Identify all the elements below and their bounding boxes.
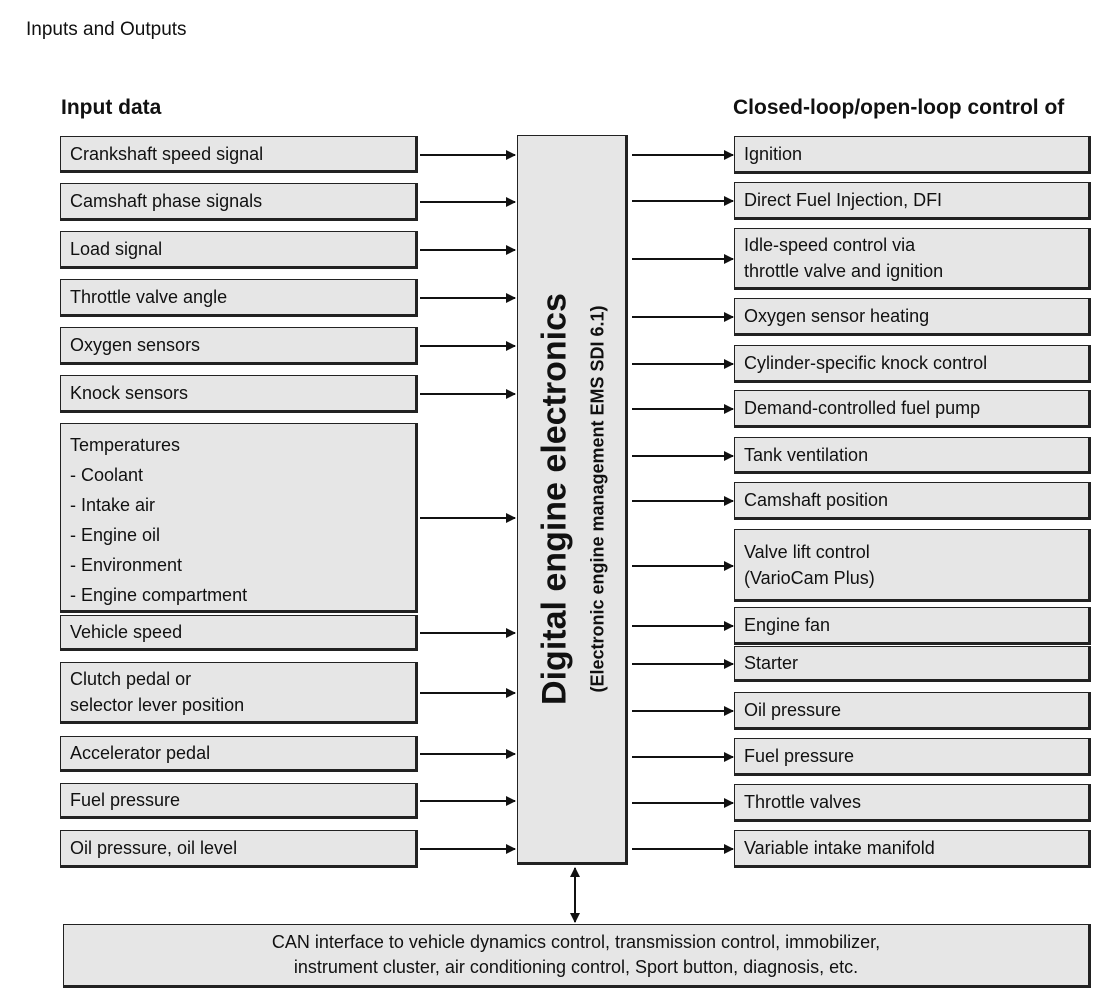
output-box-line: Engine fan: [744, 615, 831, 635]
output-box-line: Direct Fuel Injection, DFI: [744, 190, 943, 210]
output-box-line: Starter: [744, 653, 799, 673]
input-box-line: - Intake air: [70, 495, 156, 515]
input-box: [60, 136, 418, 173]
input-box-line: - Engine oil: [70, 525, 161, 545]
output-box-line: Valve lift control: [744, 541, 870, 562]
input-box: [60, 830, 418, 868]
input-box: [60, 783, 418, 819]
digital-engine-electronics-box: [517, 135, 628, 865]
output-box: [734, 390, 1091, 428]
inputs-heading: Input data: [61, 96, 162, 119]
input-box: [60, 423, 418, 613]
output-box-line: Camshaft position: [744, 490, 889, 510]
input-box-line: Vehicle speed: [70, 622, 183, 642]
output-box: [734, 529, 1091, 602]
output-box: [734, 437, 1091, 474]
input-box-line: selector lever position: [70, 695, 245, 715]
input-box: [60, 375, 418, 413]
output-box-line: Fuel pressure: [744, 746, 855, 766]
output-box: [734, 830, 1091, 868]
input-box-line: Oxygen sensors: [70, 335, 201, 355]
input-box-line: Clutch pedal or: [70, 669, 192, 689]
output-box: [734, 182, 1091, 220]
output-box: [734, 345, 1091, 383]
output-box-line: Cylinder-specific knock control: [744, 353, 988, 373]
output-box-line: Tank ventilation: [744, 444, 869, 465]
output-box: [734, 482, 1091, 520]
output-box: [734, 228, 1091, 290]
central-unit-subtitle: (Electronic engine management EMS SDI 6.1): [587, 305, 607, 693]
output-box: [734, 738, 1091, 776]
output-box: [734, 298, 1091, 336]
input-box-line: - Coolant: [70, 465, 144, 485]
input-box: [60, 231, 418, 269]
input-box-line: - Environment: [70, 555, 183, 575]
input-box-line: Load signal: [70, 239, 163, 259]
input-box-line: Throttle valve angle: [70, 287, 228, 307]
input-box: [60, 662, 418, 724]
input-box-line: Knock sensors: [70, 383, 189, 403]
input-box-line: Temperatures: [70, 435, 181, 455]
input-box-line: Crankshaft speed signal: [70, 143, 264, 164]
input-box: [60, 279, 418, 317]
output-box-line: (VarioCam Plus): [744, 567, 875, 588]
input-box: [60, 327, 418, 365]
can-interface-line: CAN interface to vehicle dynamics control, transmission control, immobilizer,: [271, 932, 881, 952]
input-box-line: - Engine compartment: [70, 585, 248, 605]
input-box: [60, 736, 418, 772]
output-box-line: throttle valve and ignition: [744, 261, 944, 281]
output-box-line: Demand-controlled fuel pump: [744, 398, 981, 418]
can-interface-box: [63, 924, 1091, 988]
input-box-line: Oil pressure, oil level: [70, 838, 238, 858]
page-title: Inputs and Outputs: [26, 19, 187, 40]
output-box-line: Variable intake manifold: [744, 838, 935, 858]
input-box: [60, 183, 418, 221]
output-box: [734, 136, 1091, 174]
output-box-line: Ignition: [744, 144, 803, 164]
input-box-line: Accelerator pedal: [70, 743, 211, 763]
input-box-line: Camshaft phase signals: [70, 191, 263, 211]
can-interface-line: instrument cluster, air conditioning control, Sport button, diagnosis, etc.: [293, 957, 859, 977]
output-box: [734, 646, 1091, 682]
outputs-heading: Closed-loop/open-loop control of: [733, 96, 1065, 119]
output-box: [734, 692, 1091, 730]
output-box: [734, 784, 1091, 822]
output-box-line: Idle-speed control via: [744, 235, 916, 255]
output-box: [734, 607, 1091, 645]
output-box-line: Oxygen sensor heating: [744, 306, 930, 326]
central-unit-title: Digital engine electronics: [535, 293, 573, 705]
input-box: [60, 615, 418, 651]
output-box-line: Oil pressure: [744, 700, 842, 720]
input-box-line: Fuel pressure: [70, 790, 181, 810]
output-box-line: Throttle valves: [744, 792, 862, 812]
